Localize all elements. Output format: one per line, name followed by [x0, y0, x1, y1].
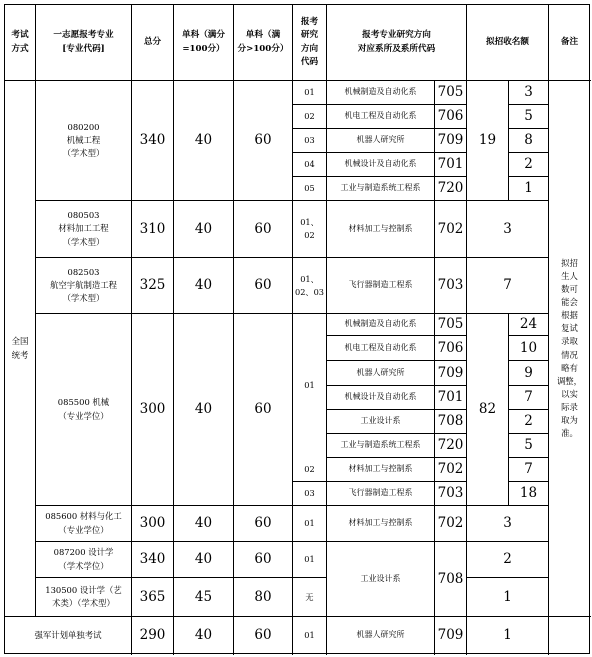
quota: 2: [503, 551, 512, 568]
direction-code: 05: [304, 183, 315, 194]
major-cell: 085600 材料与化工 （专业学位）: [45, 511, 122, 535]
direction-code: 01、 02: [300, 217, 319, 240]
quota: 8: [524, 132, 533, 149]
direction-code: 01: [304, 554, 315, 565]
total-score: 310: [139, 220, 166, 237]
single-gt100-score: 60: [254, 515, 272, 532]
dept-name: 机械设计及自动化系: [344, 159, 417, 169]
header-direction-code: 报考 研究 方向 代码: [300, 16, 319, 67]
total-score: 365: [139, 588, 166, 605]
quota: 1: [503, 627, 512, 644]
header-total: 总分: [143, 36, 162, 47]
single-100-score: 45: [194, 588, 213, 605]
header-quota: 拟招收名额: [486, 36, 529, 47]
quota: 2: [524, 156, 533, 173]
quota: 9: [524, 364, 533, 381]
header-single-gt100: 单科（满 分>100分）: [237, 30, 289, 54]
single-gt100-score: 60: [254, 551, 272, 568]
dept-code: 706: [437, 339, 464, 356]
direction-code: 03: [304, 488, 315, 499]
dept-name: 材料加工与控制系: [348, 518, 413, 528]
direction-code: 03: [304, 135, 315, 146]
direction-code: 02: [304, 464, 315, 475]
single-100-score: 40: [194, 515, 213, 532]
dept-code: 702: [437, 515, 464, 532]
major-cell: 130500 设计学（艺 术类）（学术型）: [45, 584, 122, 608]
dept-code: 720: [437, 180, 464, 197]
dept-name: 材料加工与控制系: [348, 223, 413, 233]
header-note: 备注: [560, 36, 579, 47]
row-divider: [548, 616, 591, 617]
single-100-score: 40: [194, 551, 213, 568]
single-gt100-score: 60: [254, 401, 272, 418]
quota: 10: [519, 339, 538, 356]
quota: 5: [524, 108, 533, 125]
dept-name: 工业与制造系统工程系: [340, 183, 421, 193]
direction-code: 01、 02、03: [294, 273, 325, 297]
dept-code: 709: [437, 132, 464, 149]
dept-code: 702: [437, 461, 464, 478]
header-single-100: 单科（满分 =100分）: [182, 30, 225, 54]
dept-name: 材料加工与控制系: [348, 464, 413, 474]
single-gt100-score: 60: [254, 220, 272, 237]
dept-name: 机械制造及自动化系: [344, 319, 417, 329]
direction-code: 01: [304, 518, 315, 529]
dept-code: 702: [437, 220, 464, 237]
major-cell: 082503 航空宇航制造工程 （学术型）: [50, 266, 117, 303]
single-100-score: 40: [194, 401, 213, 418]
dept-name: 工业设计系: [360, 573, 401, 583]
quota: 3: [524, 84, 533, 101]
quota: 5: [524, 437, 533, 454]
quota: 18: [519, 485, 538, 502]
quota: 24: [519, 316, 538, 333]
dept-code: 720: [437, 437, 464, 454]
single-100-score: 40: [194, 220, 213, 237]
single-gt100-score: 60: [254, 132, 272, 149]
dept-name: 机电工程及自动化系: [344, 342, 417, 352]
single-gt100-score: 60: [254, 627, 272, 644]
dept-code: 705: [437, 316, 464, 333]
quota: 7: [503, 277, 512, 294]
direction-code: 01: [304, 380, 315, 391]
major-cell: 087200 设计学 （学术学位）: [53, 547, 114, 571]
dept-code: 701: [437, 389, 464, 406]
dept-name: 机器人研究所: [356, 630, 405, 640]
quota: 3: [503, 220, 512, 237]
quota: 7: [524, 389, 533, 406]
header-exam-method: 考试 方式: [11, 30, 29, 54]
dept-code: 703: [437, 277, 464, 294]
dept-code: 709: [437, 364, 464, 381]
dept-name: 机械设计及自动化系: [344, 392, 417, 402]
dept-name: 工业与制造系统工程系: [340, 440, 421, 450]
dept-code: 708: [437, 570, 464, 587]
major-cell: 085500 机械 （专业学位）: [57, 397, 110, 421]
dept-code: 709: [437, 627, 464, 644]
direction-code: 01: [304, 630, 315, 641]
total-score: 340: [139, 132, 166, 149]
note-text: 拟招 生人 数可 能会 根据 复试 录取 情况 略有 调整， 以实 际录 取为 准。: [556, 258, 583, 438]
quota: 3: [503, 515, 512, 532]
total-score: 340: [139, 551, 166, 568]
major-cell: 080200 机械工程 （学术型）: [62, 121, 105, 158]
single-gt100-score: 60: [254, 277, 272, 294]
quota: 2: [524, 413, 533, 430]
direction-code: 04: [304, 159, 315, 170]
group-quota: 19: [478, 132, 497, 149]
group-quota: 82: [478, 401, 497, 418]
direction-code: 01: [304, 87, 315, 98]
dept-code: 705: [437, 84, 464, 101]
dept-code: 708: [437, 413, 464, 430]
header-dept: 报考专业研究方向 对应系所及系所代码: [357, 30, 436, 54]
quota: 7: [524, 461, 533, 478]
total-score: 290: [139, 627, 166, 644]
dept-code: 701: [437, 156, 464, 173]
dept-name: 机器人研究所: [356, 135, 405, 145]
single-100-score: 40: [194, 277, 213, 294]
single-gt100-score: 80: [254, 588, 272, 605]
dept-name: 机器人研究所: [356, 367, 405, 377]
dept-name: 飞行器制造工程系: [348, 280, 413, 290]
major-cell: 080503 材料加工工程 （学术型）: [58, 210, 109, 247]
exam-method: 全国 统考: [11, 336, 29, 360]
total-score: 325: [139, 277, 166, 294]
dept-code: 706: [437, 108, 464, 125]
dept-code: 703: [437, 485, 464, 502]
special-exam-label: 强军计划单独考试: [34, 629, 102, 640]
dept-name: 飞行器制造工程系: [348, 488, 413, 498]
quota: 1: [524, 180, 533, 197]
total-score: 300: [139, 515, 166, 532]
dept-name: 机械制造及自动化系: [344, 87, 417, 97]
dept-name: 机电工程及自动化系: [344, 111, 417, 121]
dept-name: 工业设计系: [360, 416, 401, 426]
single-100-score: 40: [194, 132, 213, 149]
single-100-score: 40: [194, 627, 213, 644]
total-score: 300: [139, 401, 166, 418]
header-major: 一志愿报考专业 [专业代码]: [53, 30, 114, 54]
direction-code: 无: [305, 591, 314, 602]
direction-code: 02: [304, 111, 315, 122]
quota: 1: [503, 588, 512, 605]
